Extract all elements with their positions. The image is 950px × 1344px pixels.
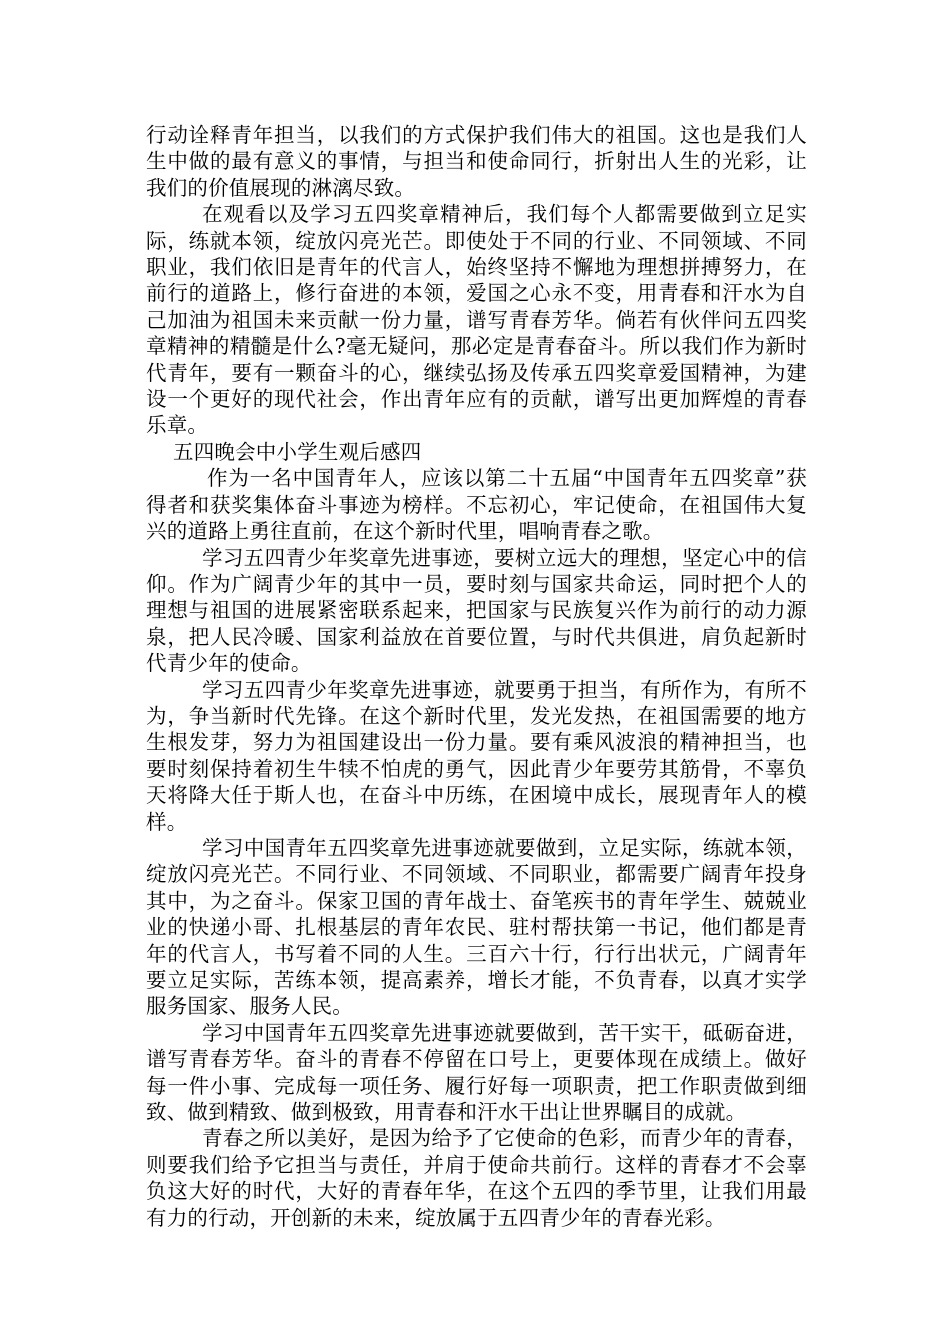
paragraph: 作为一名中国青年人，应该以第二十五届“中国青年五四奖章”获得者和获奖集体奋斗事迹为榜样。不忘初心，牢记使命，在祖国伟大复兴的道路上勇往直前，在这个新时代里，唱响青春之歌。 bbox=[146, 466, 807, 544]
section-heading: 五四晚会中小学生观后感四 bbox=[173, 439, 422, 464]
paragraph: 在观看以及学习五四奖章精神后，我们每个人都需要做到立足实际，练就本领，绽放闪亮光芒。即使处于不同的行业、不同领域、不同职业，我们依旧是青年的代言人，始终坚持不懈地为理想拼搏努力，在前行的道路上，修行奋进的本领，爱国之心永不变，用青春和汗水为自己加油为祖国未来贡献一份力量，谱写青春芳华。倘若有伙伴问五四奖章精神的精髓是什么?毫无疑问，那必定是青春奋斗。所以我们作为新时代青年，要有一颗奋斗的心，继续弘扬及传承五四奖章爱国精神，为建设一个更好的现代社会，作出青年应有的贡献，谱写出更加辉煌的青春乐章。 bbox=[146, 202, 807, 438]
paragraph: 学习五四青少年奖章先进事迹，就要勇于担当，有所作为，有所不为，争当新时代先锋。在这个新时代里，发光发热，在祖国需要的地方生根发芽，努力为祖国建设出一份力量。要有乘风波浪的精神担当，也要时刻保持着初生牛犊不怕虎的勇气，因此青少年要劳其筋骨，不辜负天将降大任于斯人也，在奋斗中历练，在困境中成长，展现青年人的模样。 bbox=[146, 677, 807, 834]
paragraph: 青春之所以美好，是因为给予了它使命的色彩，而青少年的青春，则要我们给予它担当与责任，并肩于使命共前行。这样的青春才不会辜负这大好的时代，大好的青春年华，在这个五四的季节里，让我们用最有力的行动，开创新的未来，绽放属于五四青少年的青春光彩。 bbox=[146, 1126, 807, 1230]
document-page bbox=[146, 122, 807, 1231]
paragraph: 学习中国青年五四奖章先进事迹就要做到，立足实际，练就本领，绽放闪亮光芒。不同行业、不同领域、不同职业，都需要广阔青年投身其中，为之奋斗。保家卫国的青年战士、奋笔疾书的青年学生、兢兢业业的快递小哥、扎根基层的青年农民、驻村帮扶第一书记，他们都是青年的代言人，书写着不同的人生。三百六十行，行行出状元，广阔青年要立足实际，苦练本领，提高素养，增长才能，不负青春，以真才实学服务国家、服务人民。 bbox=[146, 835, 807, 1019]
paragraph: 学习五四青少年奖章先进事迹，要树立远大的理想，坚定心中的信仰。作为广阔青少年的其中一员，要时刻与国家共命运，同时把个人的理想与祖国的进展紧密联系起来，把国家与民族复兴作为前行的动力源泉，把人民冷暖、国家利益放在首要位置，与时代共俱进，肩负起新时代青少年的使命。 bbox=[146, 545, 807, 676]
paragraph: 学习中国青年五四奖章先进事迹就要做到，苦干实干，砥砺奋进，谱写青春芳华。奋斗的青春不停留在口号上，更要体现在成绩上。做好每一件小事、完成每一项任务、履行好每一项职责，把工作职责做到细致、做到精致、做到极致，用青春和汗水干出让世界瞩目的成就。 bbox=[146, 1020, 807, 1125]
paragraph-continuation: 行动诠释青年担当，以我们的方式保护我们伟大的祖国。这也是我们人生中做的最有意义的事情，与担当和使命同行，折射出人生的光彩，让我们的价值展现的淋漓尽致。 bbox=[146, 123, 807, 200]
